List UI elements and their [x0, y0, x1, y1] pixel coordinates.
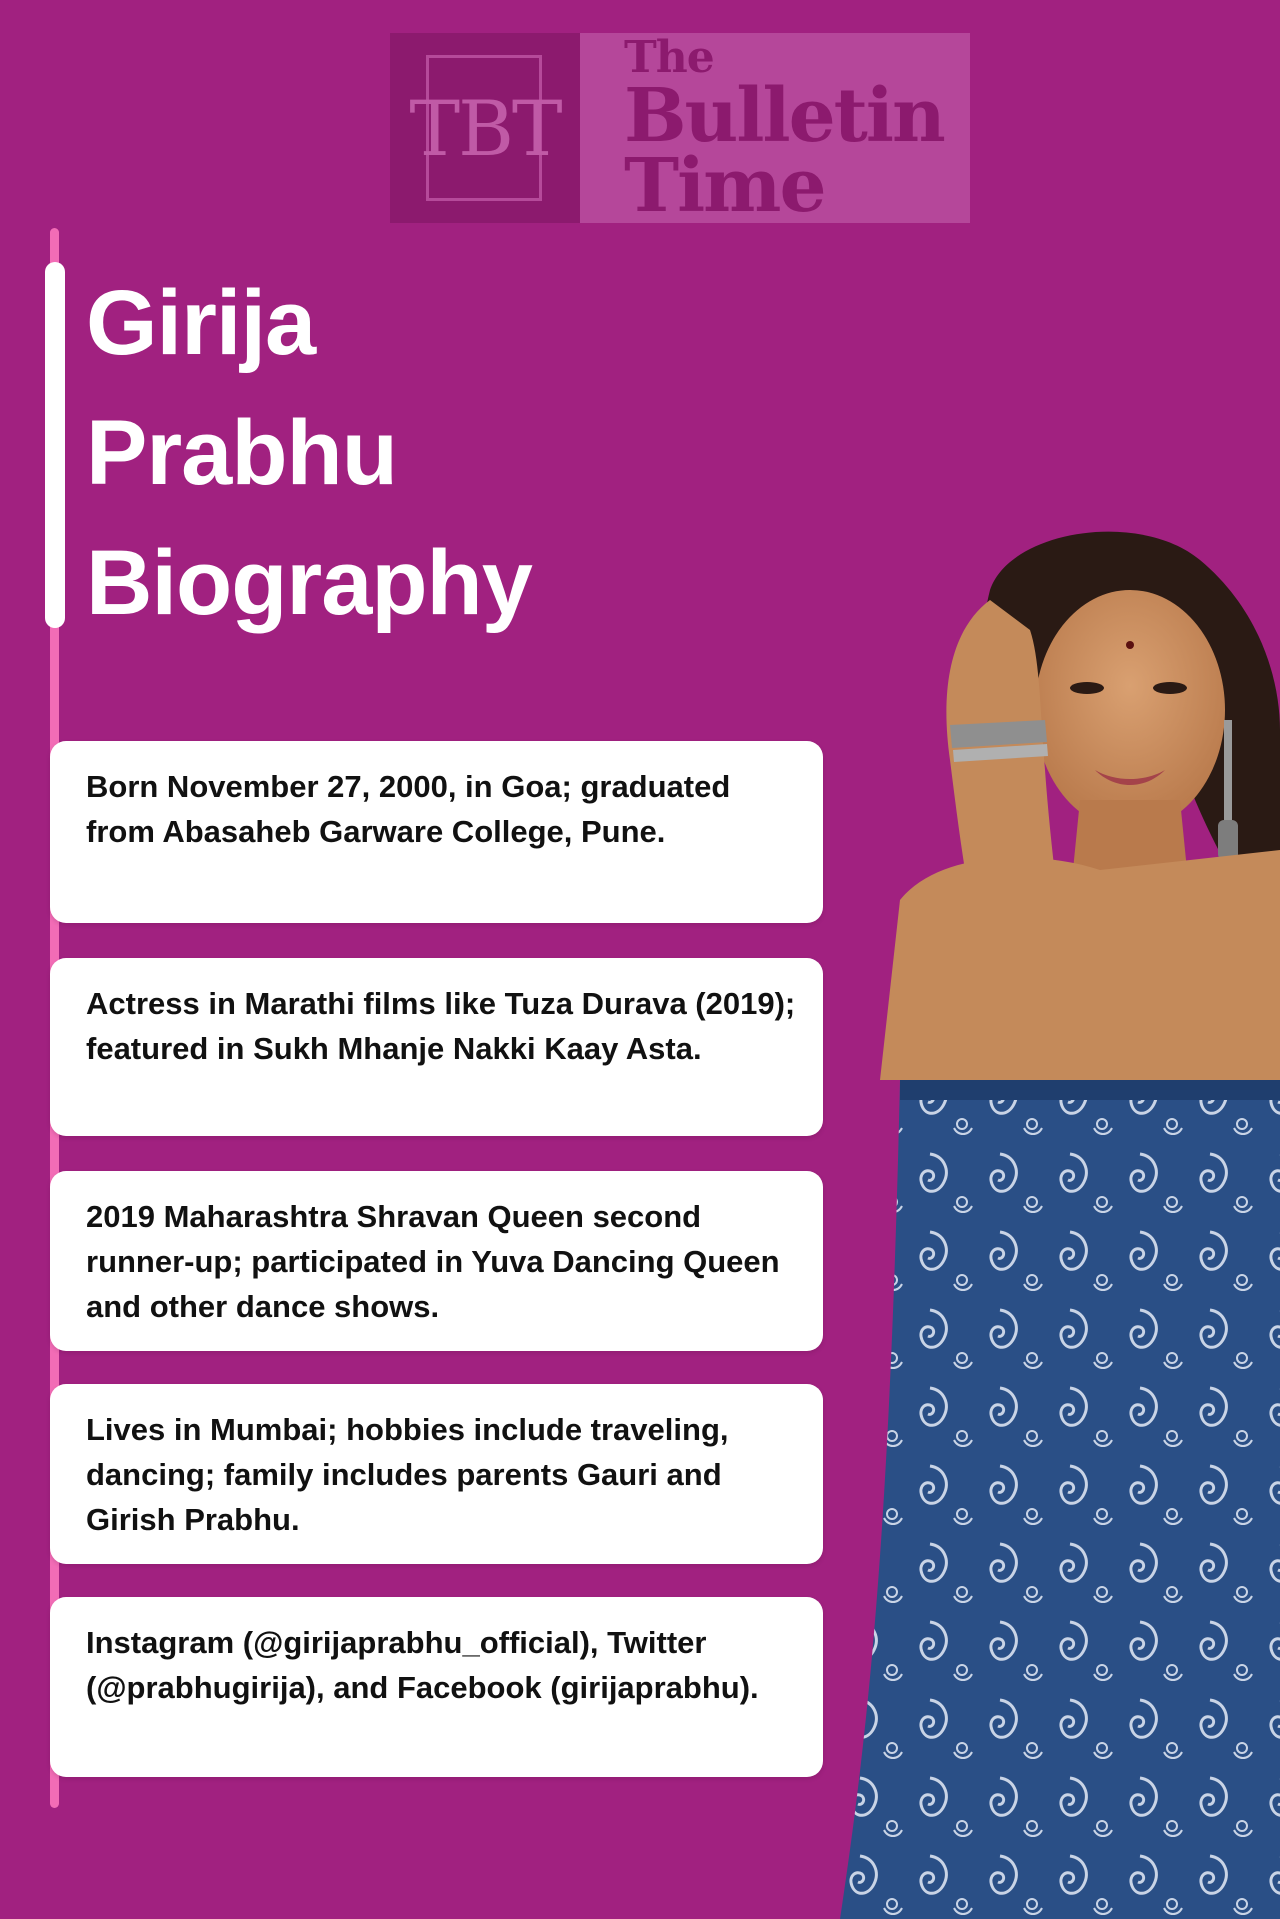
fact-card-text: 2019 Maharashtra Shravan Queen second runner-up; participated in Yuva Dancing Queen and other dance shows.	[86, 1199, 780, 1324]
logo-word-time: Time	[624, 143, 825, 229]
fact-card-text: Born November 27, 2000, in Goa; graduated from Abasaheb Garware College, Pune.	[86, 769, 731, 849]
fact-card-awards	[50, 1171, 823, 1351]
fact-card-text: Actress in Marathi films like Tuza Durava (2019); featured in Sukh Mhanje Nakki Kaay Asta.	[86, 986, 796, 1066]
brand-logo	[390, 32, 970, 229]
logo-wordmark	[580, 32, 970, 229]
fact-card-text: Lives in Mumbai; hobbies include traveling, dancing; family includes parents Gauri and Girish Prabhu.	[86, 1412, 729, 1537]
fact-card-birth-education	[50, 741, 823, 923]
fact-card-social-media	[50, 1597, 823, 1777]
logo-monogram	[390, 33, 580, 223]
title-line-first-name: Girija	[86, 272, 316, 374]
page-title	[86, 258, 532, 648]
title-line-biography: Biography	[86, 532, 532, 634]
fact-card-films	[50, 958, 823, 1136]
logo-monogram-letters: TBT	[409, 83, 561, 173]
fact-card-personal-life	[50, 1384, 823, 1564]
logo-word-bulletin: Bulletin	[624, 73, 944, 159]
logo-word-the: The	[624, 32, 714, 83]
title-line-last-name: Prabhu	[86, 402, 397, 504]
portrait-photo	[840, 520, 1280, 1919]
fact-card-text: Instagram (@girijaprabhu_official), Twitter (@prabhugirija), and Facebook (girijaprabhu).	[86, 1625, 759, 1705]
title-accent-bar	[45, 262, 65, 628]
